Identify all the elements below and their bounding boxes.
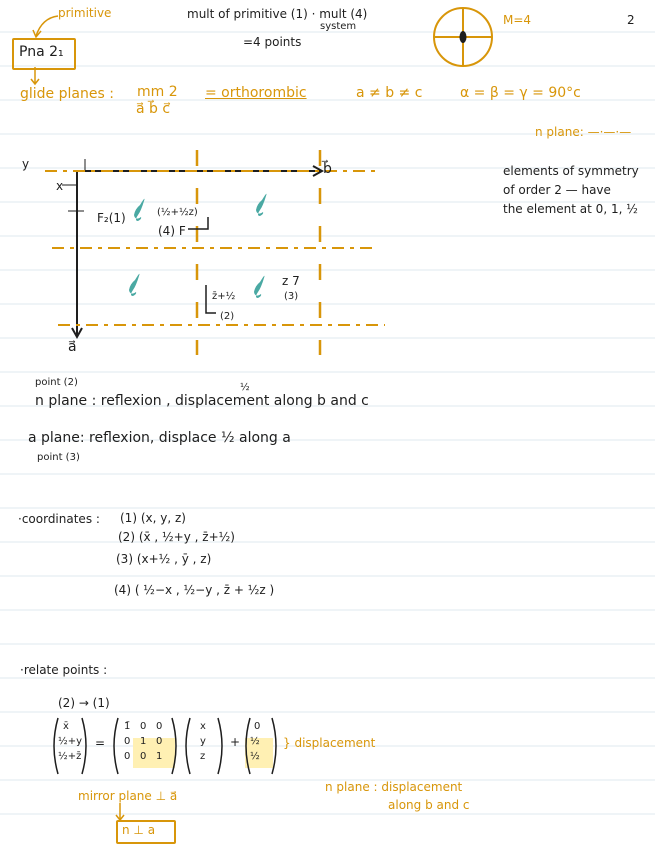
m-22: 1: [156, 751, 163, 762]
vec-1: y: [200, 736, 206, 747]
relate-label: ·relate points :: [20, 663, 108, 677]
a-vector-label: a⃗: [68, 339, 77, 355]
plus-sign: +: [230, 735, 241, 749]
vec-0: x: [200, 721, 206, 732]
n-plane-symbol: n plane: —·—·—: [535, 125, 632, 139]
point-2-label: z̄+½: [212, 291, 236, 302]
point-4b-label: (4) F: [158, 224, 186, 238]
m-21: 0: [140, 751, 147, 762]
mirror-plane-label: mirror plane ⊥ a⃗: [78, 789, 178, 803]
page-number: 2: [627, 13, 635, 27]
m-12: 0: [156, 736, 163, 747]
down-arrow-icon: [28, 66, 42, 86]
circle-symbol-icon: [430, 4, 496, 70]
relate-mapping: (2) → (1): [58, 696, 110, 710]
system-word: system: [320, 21, 357, 32]
m-00: 1̄: [124, 721, 131, 732]
space-group: Pna 2₁: [19, 44, 64, 60]
x-axis-label: x: [56, 179, 64, 193]
a-plane-note: a plane: reflexion, displace ½ along a: [28, 430, 291, 446]
axes-relation: a ≠ b ≠ c: [356, 85, 423, 101]
displacement-label: } displacement: [283, 736, 376, 750]
coordinate-2: (2) (x̄ , ½+y , z̄+½): [118, 530, 235, 544]
point-3b-label: (3): [284, 291, 299, 302]
b-vector-label: b⃗: [323, 161, 332, 177]
mult-line: mult of primitive (1) · mult (4): [187, 7, 368, 21]
symmetry-note-2: of order 2 — have: [503, 183, 611, 197]
point-4-label: (½+½z): [157, 207, 198, 218]
lhs-2: ½+z̄: [58, 751, 82, 762]
m-10: 0: [124, 736, 131, 747]
equals-sign: =: [95, 736, 106, 750]
m-20: 0: [124, 751, 131, 762]
disp-0: 0: [254, 721, 261, 732]
point-2-note: point (2): [35, 377, 78, 388]
orthorombic-label: = orthorombic: [205, 85, 307, 101]
n-plane-disp-2: along b and c: [388, 798, 470, 812]
n-plane-note: n plane : reflexion , displacement along b and c: [35, 393, 369, 409]
unit-cell-diagram: [40, 145, 390, 360]
y-axis-label: y: [22, 157, 30, 171]
point-2b-label: (2): [220, 311, 235, 322]
circle-label: M=4: [503, 13, 532, 27]
coordinate-1: (1) (x, y, z): [120, 511, 186, 525]
symmetry-note-3: the element at 0, 1, ½: [503, 202, 638, 216]
point-3-label: z 7: [282, 274, 300, 288]
m-02: 0: [156, 721, 163, 732]
boxed-answer-text: n ⊥ a: [122, 823, 156, 837]
point-3-note: point (3): [37, 452, 80, 463]
m-01: 0: [140, 721, 147, 732]
down-arrow-icon-2: [112, 802, 128, 822]
points-line: =4 points: [243, 35, 302, 49]
disp-2: ½: [250, 751, 260, 762]
angles-relation: α = β = γ = 90°c: [460, 85, 581, 101]
primitive-label: primitive: [58, 6, 112, 20]
glide-vectors: a⃗ b⃗ c⃗: [136, 101, 171, 117]
coordinate-3: (3) (x+½ , ȳ , z): [116, 552, 212, 566]
n-plane-disp-1: n plane : displacement: [325, 780, 463, 794]
coordinates-label: ·coordinates :: [18, 512, 100, 526]
disp-1: ½: [250, 736, 260, 747]
point-1-label: F₂(1): [97, 211, 126, 225]
symmetry-note-1: elements of symmetry: [503, 164, 639, 178]
half-note: ½: [240, 382, 250, 393]
coordinate-4: (4) ( ½−x , ½−y , z̄ + ½z ): [114, 583, 275, 597]
glide-label: glide planes :: [20, 86, 114, 102]
lhs-0: x̄: [63, 721, 69, 732]
matrix-equation-brackets: [50, 716, 310, 778]
m-11: 1: [140, 736, 147, 747]
lhs-1: ½+y: [58, 736, 82, 747]
vec-2: z: [200, 751, 206, 762]
glide-symbols: mm 2: [137, 84, 178, 100]
